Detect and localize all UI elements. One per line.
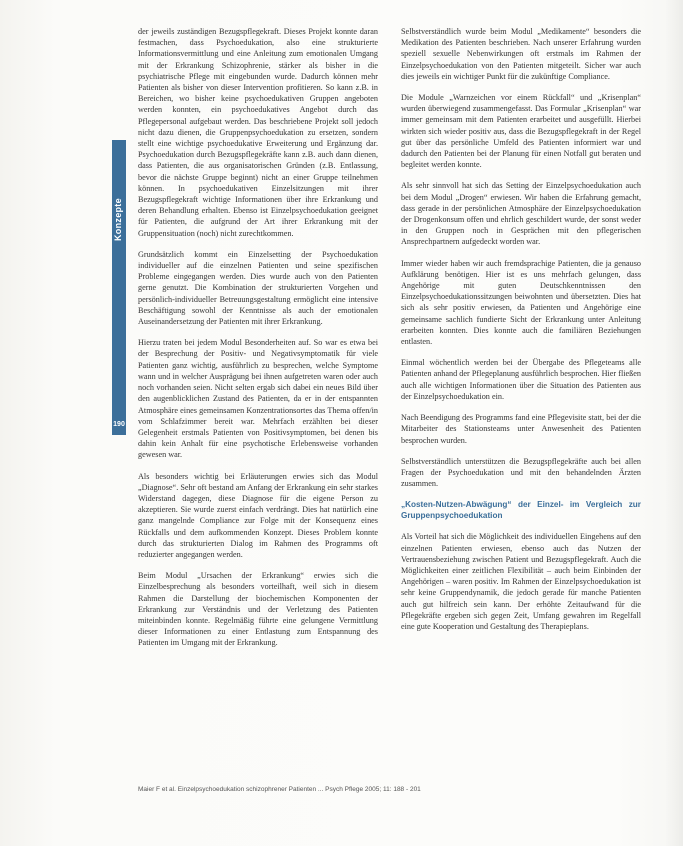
page-edge-shadow bbox=[665, 0, 683, 846]
paragraph: Die Module „Warnzeichen vor einem Rückfall“ und „Krisenplan“ wurden überwiegend zusammengefasst. Das Formular „Krisenplan“ war immer gemeinsam mit dem Patienten erarbeitet und ausgefüllt. Hierbei wirkten sich wieder positiv aus, dass die Bezugspflegekraft in der Regel gut über das persönliche Umfeld des Patienten informiert war und dadurch den Patienten bei der Planung für einen Notfall gut beraten und begleitet werden konnte. bbox=[401, 93, 641, 170]
paragraph: Beim Modul „Ursachen der Erkrankung“ erwies sich die Einzelbesprechung als besonders vorteilhaft, weil sich in diesem Rahmen die Darstellung der biochemischen Komponenten der Erkrankung zur Verständnis und der Verletzung des Patienten miteinbinden konnte. Regelmäßig führte eine gelungene Vermittlung dieser Informationen zu einer Entlastung zum Entspannung des Patienten im Umgang mit der Erkrankung. bbox=[138, 571, 378, 648]
paragraph: Selbstverständlich wurde beim Modul „Medikamente“ besonders die Medikation des Patienten beschrieben. Nach unserer Erfahrung wurden speziell sexuelle Nebenwirkungen oft erstmals im Rahmen der Einzelpsychoedukation von den Patienten mitgeteilt. Sicher war auch dies jeweils ein wichtiger Punkt für die zukünftige Compliance. bbox=[401, 27, 641, 81]
section-tab-label: Konzepte bbox=[113, 198, 123, 242]
paragraph: Als Vorteil hat sich die Möglichkeit des individuellen Eingehens auf den einzelnen Patienten erwiesen, ebenso auch das Nutzen der Vertrauensbeziehung zwischen Patient und Bezugspflegekraft. Auch die Möglichkeiten einer zeitlichen Flexibilität – auch beim Einbinden der Angehörigen – waren positiv. Im Rahmen der Einzelpsychoedukation ist sehr keine Gruppendynamik, die jedoch gerade für manche Patienten auch gut hilfreich sein kann. Der erhöhte Zeitaufwand für die Pflegekräfte ergeben sich gegen Zeit, Umfang gewahren im Regelfall eine gute Kooperation und Gestaltung des Therapieplans. bbox=[401, 532, 641, 631]
left-text-column bbox=[138, 26, 378, 659]
paragraph: Hierzu traten bei jedem Modul Besonderheiten auf. So war es etwa bei der Besprechung der Positiv- und Negativsymptomatik für viele Patienten ganz wichtig, ausführlich zu besprechen, welche Symptome wann und in welcher Ausprägung bei ihnen aufgetreten waren oder auch noch vorhanden seien. Nicht selten ergab sich dabei ein neues Bild über den augenblicklichen Zustand des Patienten, da er in der entspannten Atmosphäre eines gemeinsamen Konzentrationsortes das Thema offen/in vom Schlafzimmer bereit war. Mehrfach erzählten bei dieser Gelegenheit erstmals Patienten von Positivsymptomen, bei denen bis dahin kein Anhalt für eine psychotische Erlebensweise vorhanden gewesen war. bbox=[138, 338, 378, 460]
paragraph: Als besonders wichtig bei Erläuterungen erwies sich das Modul „Diagnose“. Sehr oft bestand am Anfang der Erkrankung ein sehr starkes Widerstand dagegen, diese Diagnose für die eigene Person zu akzeptieren. Sie wurde zuerst einfach verdrängt. Dies hat natürlich eine ganz mangelnde Compliance zur Folge mit der Konsequenz eines Rückfalls und dem aufkommenden Konzept. Dieses Problem konnte durch das strukturierten Dialog im Rahmen des Programms oft reduzierter angegangen werden. bbox=[138, 471, 378, 559]
paragraph: Grundsätzlich kommt ein Einzelsetting der Psychoedukation individueller auf die einzelnen Patienten und seine spezifischen Probleme eingegangen werden. Dies wurde auch von den Patienten gerne genutzt. Die Kombination der strukturierten Vorgehen und persönlich-individueller Betreuungsgestaltung ermöglicht eine intensive Beschäftigung sowohl der Kenntnisse als auch der emotionalen Auseinandersetzung der Patienten mit ihrer Erkrankung. bbox=[138, 249, 378, 327]
paragraph: Als sehr sinnvoll hat sich das Setting der Einzelpsychoedukation auch bei dem Modul „Drogen“ erwiesen. Wir haben die Erfahrung gemacht, dass gerade in der persönlichen Atmosphäre der Einzelpsychoedukation der Drogenkonsum offen und ehrlich geschildert wurde, der sonst weder in den Gruppen noch in Gesprächen mit den pflegerischen Ansprechpartnern aufgedeckt worden war. bbox=[401, 181, 641, 247]
right-text-column bbox=[401, 26, 641, 642]
paragraph: Immer wieder haben wir auch fremdsprachige Patienten, die ja genauso Aufklärung benötigen. Hier ist es uns mehrfach gelungen, dass Angehörige mit guten Deutschkenntnissen den Einzelpsychoedukationssitzungen beiwohnten und übersetzten. Dies hat sich als sehr positiv erwiesen, da Patienten und Angehörige eine gemeinsame sachlich fundierte Sicht der Erkrankung unter Anleitung erarbeiten konnten. Dies konnte auch die familiären Beziehungen entlasten. bbox=[401, 258, 641, 347]
paragraph: der jeweils zuständigen Bezugspflegekraft. Dieses Projekt konnte daran festmachen, dass Psychoedukation, also eine strukturierte Informationsvermittlung und eine Anleitung zum emotionalen Umgang mit der Erkrankung Schizophrenie, stärker als bisher in die psychiatrische Pflege mit eingebunden wurde. Dadurch können mehr Patienten als bisher von dieser Intervention profitieren. So kann z.B. in Bereichen, wo bisher keine psychoedukativen Gruppen angeboten werden konnten, ein psychoedukatives Angebot durch das Pflegepersonal aufgebaut werden. Das beschriebene Projekt soll jedoch nicht dazu dienen, die Gruppenpsychoedukation zu ersetzen, sondern stellt eine wichtige psychoedukative Erweiterung und Ergänzung dar. Psychoedukation durch Bezugspflegekräfte kann z.B. auch dann dienen, dass Patienten, die aus organisatorischen Gründen (z.B. Entlassung, bevor die nächste Gruppe beginnt) nicht an einer Gruppe teilnehmen können. In psychoedukativen Einzelsitzungen mit ihrer Bezugspflegekraft wichtige Informationen über ihre Erkrankung und deren Behandlung erhalten. Ebenso ist Einzelpsychoedukation geeignet für Patienten, die aufgrund der Art ihrer Erkrankung mit der Gruppensituation (noch) nicht zurechtkommen. bbox=[138, 27, 378, 238]
paragraph: Einmal wöchentlich werden bei der Übergabe des Pflegeteams alle Patienten anhand der Pflegeplanung ausführlich besprochen. Hier fließen auch alle wichtigen Informationen über die Situation des Patienten aus der Einzelpsychoedukation ein. bbox=[401, 358, 641, 401]
page-number: 190 bbox=[113, 421, 125, 428]
citation-footer: Maier F et al. Einzelpsychoedukation schizophrener Patienten ... Psych Pflege 2005; 11: 188 - 201 bbox=[138, 786, 421, 793]
section-heading: „Kosten-Nutzen-Abwägung“ der Einzel- im Vergleich zur Gruppenpsychoedukation bbox=[401, 500, 641, 521]
paragraph: Selbstverständlich unterstützen die Bezugspflegekräfte auch bei allen Fragen der Psychoedukation und mit den behandelnden Ärzten zusammen. bbox=[401, 456, 641, 489]
paragraph: Nach Beendigung des Programms fand eine Pflegevisite statt, bei der die Mitarbeiter des Stationsteams unter Anwesenheit des Patienten besprochen wurden. bbox=[401, 413, 641, 445]
